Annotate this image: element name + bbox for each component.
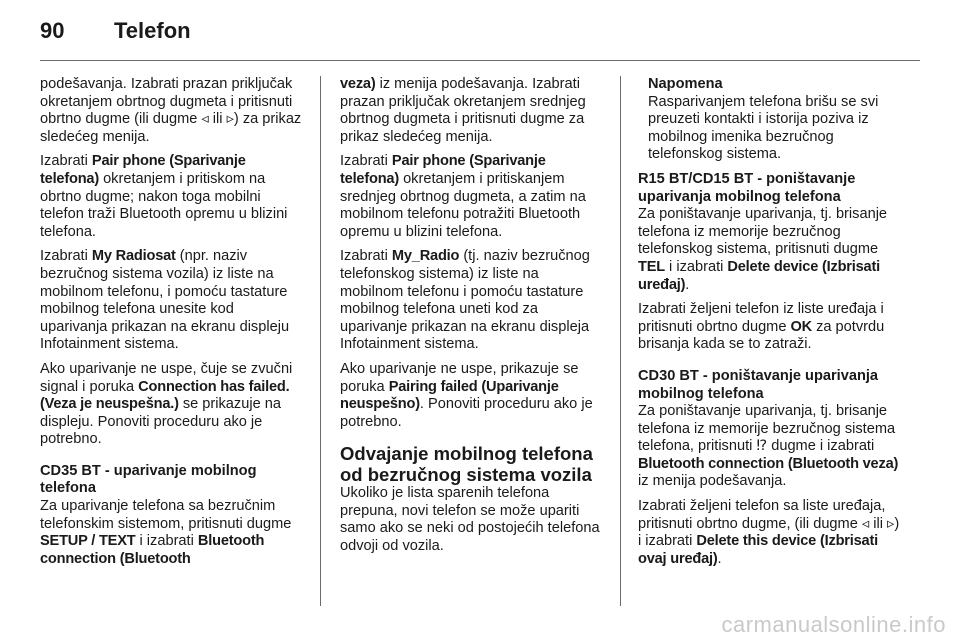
paragraph: Izabrati željeni telefon iz liste uređaja i pritisnuti obrtno dugme OK za potvrdu brisanja kada se to zatraži. — [638, 301, 885, 353]
section-heading: R15 BT/CD15 BT - poništavanje uparivanja mobilnog telefona — [638, 170, 856, 205]
watermark: carmanualsonline.info — [721, 612, 946, 637]
column-1 — [40, 76, 304, 575]
column-divider — [320, 76, 321, 606]
paragraph: Izabrati Pair phone (Sparivanje telefona) okretanjem i pritiskom na obrtno dugme; nakon toga mobilni telefon traži Bluetooth opremu u blizini telefona. — [40, 153, 288, 240]
paragraph: Izabrati Pair phone (Sparivanje telefona) okretanjem i pritiskanjem srednjeg obrtnog dugmeta, a zatim na mobilnom telefonu potražiti Bluetooth opremu u blizini telefona. — [340, 153, 586, 240]
paragraph: Izabrati željeni telefon sa liste uređaja, pritisnuti obrtno dugme, (ili dugme ◃ ili ▹) i izabrati Delete this device (Izbrisati ovaj uređaj). — [638, 498, 900, 567]
column-divider — [620, 76, 621, 606]
section-title: Odvajanje mobilnog telefona od bezručnog sistema vozila — [340, 443, 593, 486]
paragraph: Za uparivanje telefona sa bezručnim telefonskim sistemom, pritisnuti dugme SETUP / TEXT i izabrati Bluetooth connection (Bluetooth — [40, 498, 292, 567]
paragraph: Za poništavanje uparivanja, tj. brisanje telefona iz memorije bezručnog telefonskog sistema, pritisnuti dugme TEL i izabrati Delete device (Izbrisati uređaj). — [638, 206, 888, 293]
paragraph: veza) iz menija podešavanja. Izabrati prazan priključak okretanjem srednjeg obrtnog dugmeta i pritisnuti dugme za prikaz sledećeg menija. — [340, 76, 586, 145]
column-3 — [638, 76, 902, 575]
paragraph: Izabrati My_Radio (tj. naziv bezručnog telefonskog sistema) iz liste na mobilnom telefonu i pomoću tastature mobilnog telefona uneti kod za uparivanje prikazan na ekranu displeja Infotainment sistema. — [340, 248, 590, 353]
note-text: Rasparivanjem telefona brišu se svi preuzeti kontakti i istorija poziva iz mobilnog imenika bezručnog telefonskog sistema. — [648, 93, 879, 163]
paragraph: podešavanja. Izabrati prazan priključak okretanjem obrtnog dugmeta i pritisnuti obrtno dugme (ili dugme ◃ ili ▹) za prikaz sledećeg menija. — [40, 76, 302, 145]
section-heading: CD30 BT - poništavanje uparivanja mobilnog telefona — [638, 367, 879, 402]
paragraph: Izabrati My Radiosat (npr. naziv bezručnog sistema vozila) iz liste na mobilnom telefonu, i pomoću tastature mobilnog telefona unesite kod uparivanja prikazan na ekranu displeju Infotainment sistema. — [40, 248, 290, 353]
note-title: Napomena — [648, 76, 723, 92]
header-rule — [40, 60, 920, 61]
page-number: 90 — [40, 18, 65, 43]
paragraph: Ako uparivanje ne uspe, prikazuje se poruka Pairing failed (Uparivanje neuspešno). Ponoviti proceduru ako je potrebno. — [340, 360, 593, 430]
page-title: Telefon — [114, 18, 191, 43]
section-heading: CD35 BT - uparivanje mobilnog telefona — [40, 462, 257, 497]
paragraph: Ukoliko je lista sparenih telefona prepuna, novi telefon se može upariti samo ako se neki od postojećih telefona odvoji od vozila. — [340, 485, 600, 555]
paragraph: Ako uparivanje ne uspe, čuje se zvučni signal i poruka Connection has failed. (Veza je neuspešna.) se prikazuje na displeju. Ponoviti proceduru ako je potrebno. — [40, 360, 293, 448]
phone-icon: ⁉ — [756, 438, 768, 455]
note-box — [638, 76, 902, 164]
page-header — [40, 18, 191, 44]
column-2 — [340, 76, 604, 563]
paragraph: Za poništavanje uparivanja, tj. brisanje telefona iz memorije bezručnog sistema telefona, pritisnuti ⁉ dugme i izabrati Bluetooth connection (Bluetooth veza) iz menija podešavanja. — [638, 403, 899, 490]
